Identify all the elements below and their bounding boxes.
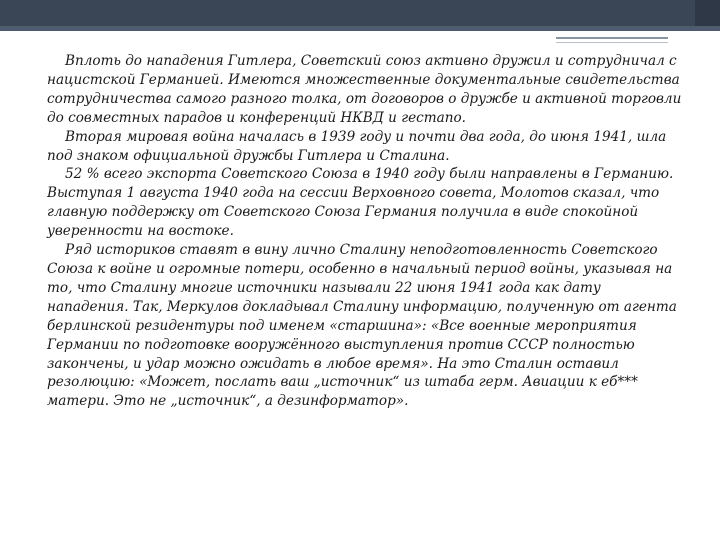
slide-body-text bbox=[47, 52, 683, 411]
paragraph-3: 52 % всего экспорта Советского Союза в 1940 году были направлены в Германию. Выступая 1 августа 1940 года на сессии Верховного совета, Молотов сказал, что главную поддержку от Советского Союза Германия получила в виде спокойной уверенности на востоке. bbox=[47, 166, 674, 240]
paragraph-4: Ряд историков ставят в вину лично Сталину неподготовленность Советского Союза к войне и огромные потери, особенно в начальный период войны, указывая на то, что Сталину многие источники называли 22 июня 1941 года как дату нападения. Так, Меркулов докладывал Сталину информацию, полученную от агента берлинской резидентуры под именем «старшина»: «Все военные мероприятия Германии по подготовке вооружённого выступления против СССР полностью закончены, и удар можно ожидать в любое время». На это Сталин оставил резолюцию: «Может, послать ваш „источник“ из штаба герм. Авиации к еб*** матери. Это не „источник“, а дезинформатор». bbox=[47, 242, 677, 410]
header-bar bbox=[0, 0, 720, 26]
header-accent-stripe bbox=[0, 26, 720, 31]
paragraph-1: Вплоть до нападения Гитлера, Советский союз активно дружил и сотрудничал с нацистской Германией. Имеются множественные документальные свидетельства сотрудничества самого разного толка, от договоров о дружбе и активной торговли до совместных парадов и конференций НКВД и гестапо. bbox=[47, 53, 682, 126]
header-corner-block bbox=[695, 0, 720, 26]
decorative-rule-light bbox=[556, 42, 668, 43]
paragraph-2: Вторая мировая война началась в 1939 году и почти два года, до июня 1941, шла под знаком официальной дружбы Гитлера и Сталина. bbox=[47, 128, 667, 164]
decorative-rule-dark bbox=[556, 37, 668, 39]
